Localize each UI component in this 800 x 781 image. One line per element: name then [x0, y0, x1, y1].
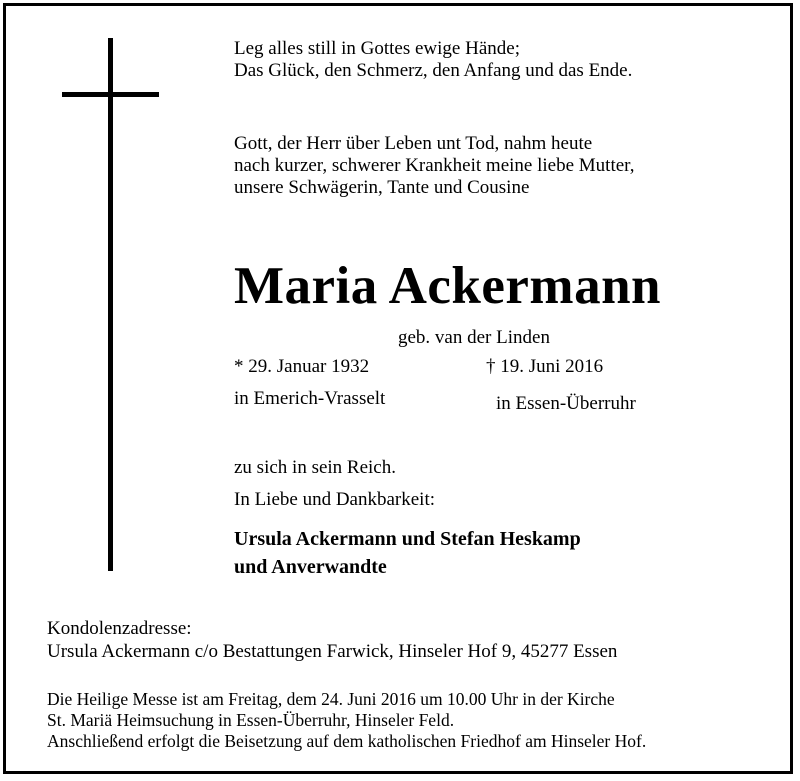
condolence-label: Kondolenzadresse:	[47, 618, 192, 639]
birth-date: * 29. Januar 1932	[234, 356, 370, 377]
verse-line: Leg alles still in Gottes ewige Hände;	[234, 38, 520, 59]
intro-text	[234, 133, 634, 199]
verse	[234, 38, 632, 82]
service-line: Die Heilige Messe ist am Freitag, dem 24. Juni 2016 um 10.00 Uhr in der Kirche	[47, 689, 615, 709]
closing-line: zu sich in sein Reich.	[234, 457, 396, 478]
death-date: † 19. Juni 2016	[486, 356, 604, 377]
cross-vertical-bar	[108, 38, 113, 571]
intro-line: unsere Schwägerin, Tante und Cousine	[234, 177, 530, 198]
closing-text	[234, 457, 435, 511]
closing-line: In Liebe und Dankbarkeit:	[234, 489, 436, 510]
family-line: Ursula Ackermann und Stefan Heskamp	[234, 528, 581, 550]
intro-line: Gott, der Herr über Leben unt Tod, nahm heute	[234, 133, 593, 154]
service-info	[47, 689, 646, 752]
verse-line: Das Glück, den Schmerz, den Anfang und das Ende.	[234, 60, 633, 81]
condolence-address	[47, 617, 617, 663]
family-signature	[234, 525, 581, 581]
birth-place: in Emerich-Vrasselt	[234, 388, 386, 409]
cross-horizontal-bar	[62, 92, 159, 97]
maiden-name: geb. van der Linden	[398, 327, 550, 348]
family-line: und Anverwandte	[234, 556, 387, 578]
intro-line: nach kurzer, schwerer Krankheit meine liebe Mutter,	[234, 155, 635, 176]
death-place: in Essen-Überruhr	[496, 393, 636, 414]
service-line: Anschließend erfolgt die Beisetzung auf dem katholischen Friedhof am Hinseler Hof.	[47, 731, 647, 751]
service-line: St. Mariä Heimsuchung in Essen-Überruhr, Hinseler Feld.	[47, 710, 455, 730]
deceased-name: Maria Ackermann	[234, 257, 662, 315]
condolence-address-text: Ursula Ackermann c/o Bestattungen Farwick, Hinseler Hof 9, 45277 Essen	[47, 641, 618, 662]
